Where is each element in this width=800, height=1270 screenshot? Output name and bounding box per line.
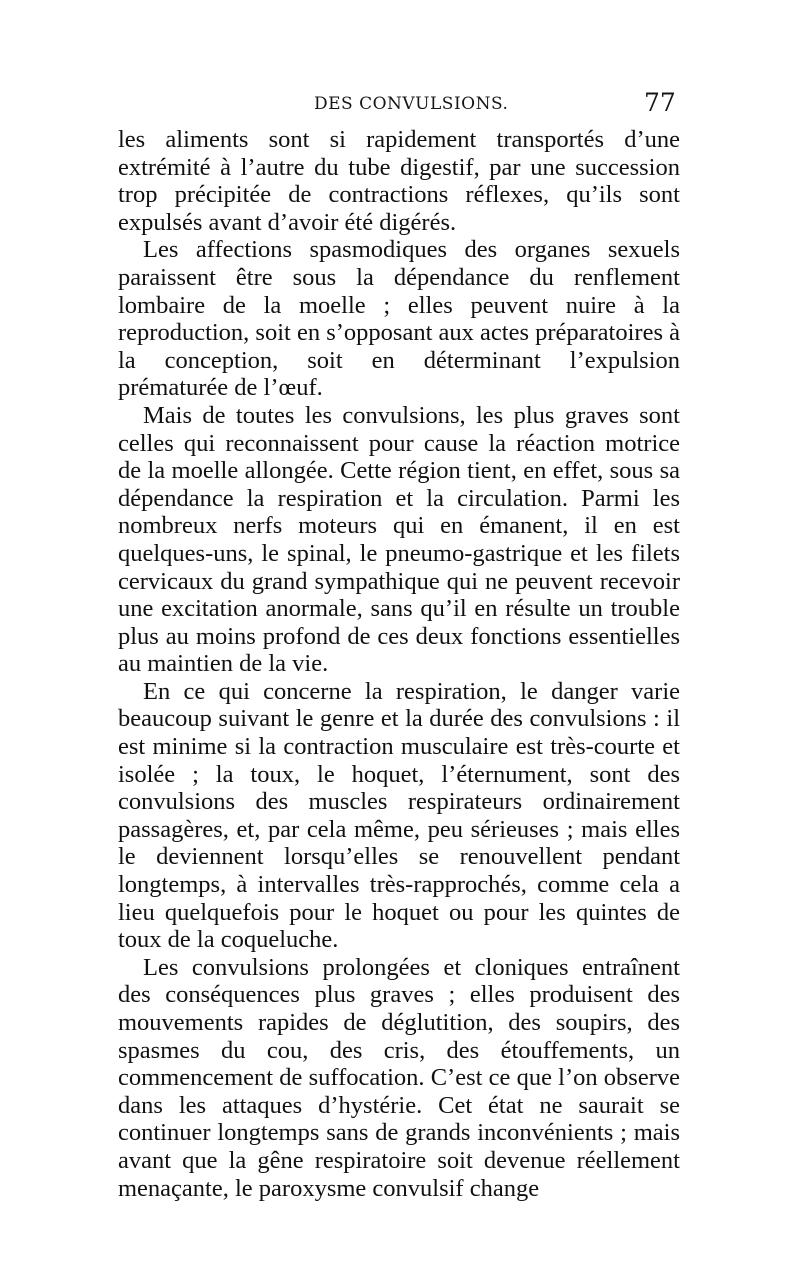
paragraph-4: En ce qui concerne la respiration, le danger varie beaucoup suivant le genre et la durée des convulsions : il est minime si la contraction musculaire est très-courte et isolée ; la toux, le hoquet, l’éternument, sont des convulsions des muscles respirateurs ordinairement passagères, et, par cela même, peu sérieuses ; mais elles le deviennent lorsqu’elles se renouvellent pendant longtemps, à intervalles très-rapprochés, comme cela a lieu quelquefois pour le hoquet ou pour les quintes de toux de la coqueluche. bbox=[118, 677, 680, 954]
page-number: 77 bbox=[644, 88, 676, 117]
paragraph-3: Mais de toutes les convulsions, les plus graves sont celles qui reconnaissent pour cause la réaction motrice de la moelle allongée. Cette région tient, en effet, sous sa dépendance la respiration et la circulation. Parmi les nombreux nerfs moteurs qui en émanent, il en est quelques-uns, le spinal, le pneumo-gastrique et les filets cervicaux du grand sympathique qui ne peuvent recevoir une excitation anormale, sans qu’il en résulte un trouble plus au moins profond de ces deux fonctions essentielles au maintien de la vie. bbox=[118, 401, 680, 678]
paragraph-2: Les affections spasmodiques des organes sexuels paraissent être sous la dépendance du renflement lombaire de la moelle ; elles peuvent nuire à la reproduction, soit en s’opposant aux actes préparatoires à la conception, soit en déterminant l’expulsion prématurée de l’œuf. bbox=[118, 236, 680, 402]
running-head: DES CONVULSIONS. bbox=[314, 94, 509, 114]
body-text bbox=[118, 126, 680, 1202]
paragraph-5: Les convulsions prolongées et cloniques entraînent des conséquences plus graves ; elles produisent des mouvements rapides de déglutition, des soupirs, des spasmes du cou, des cris, des étouffements, un commencement de suffocation. C’est ce que l’on observe dans les attaques d’hystérie. Cet état ne saurait se continuer longtemps sans de grands inconvénients ; mais avant que la gêne respiratoire soit devenue réellement menaçante, le paroxysme convulsif change bbox=[118, 953, 680, 1202]
paragraph-1: les aliments sont si rapidement transportés d’une extrémité à l’autre du tube digestif, par une succession trop précipitée de contractions réflexes, qu’ils sont expulsés avant d’avoir été digérés. bbox=[118, 126, 680, 236]
